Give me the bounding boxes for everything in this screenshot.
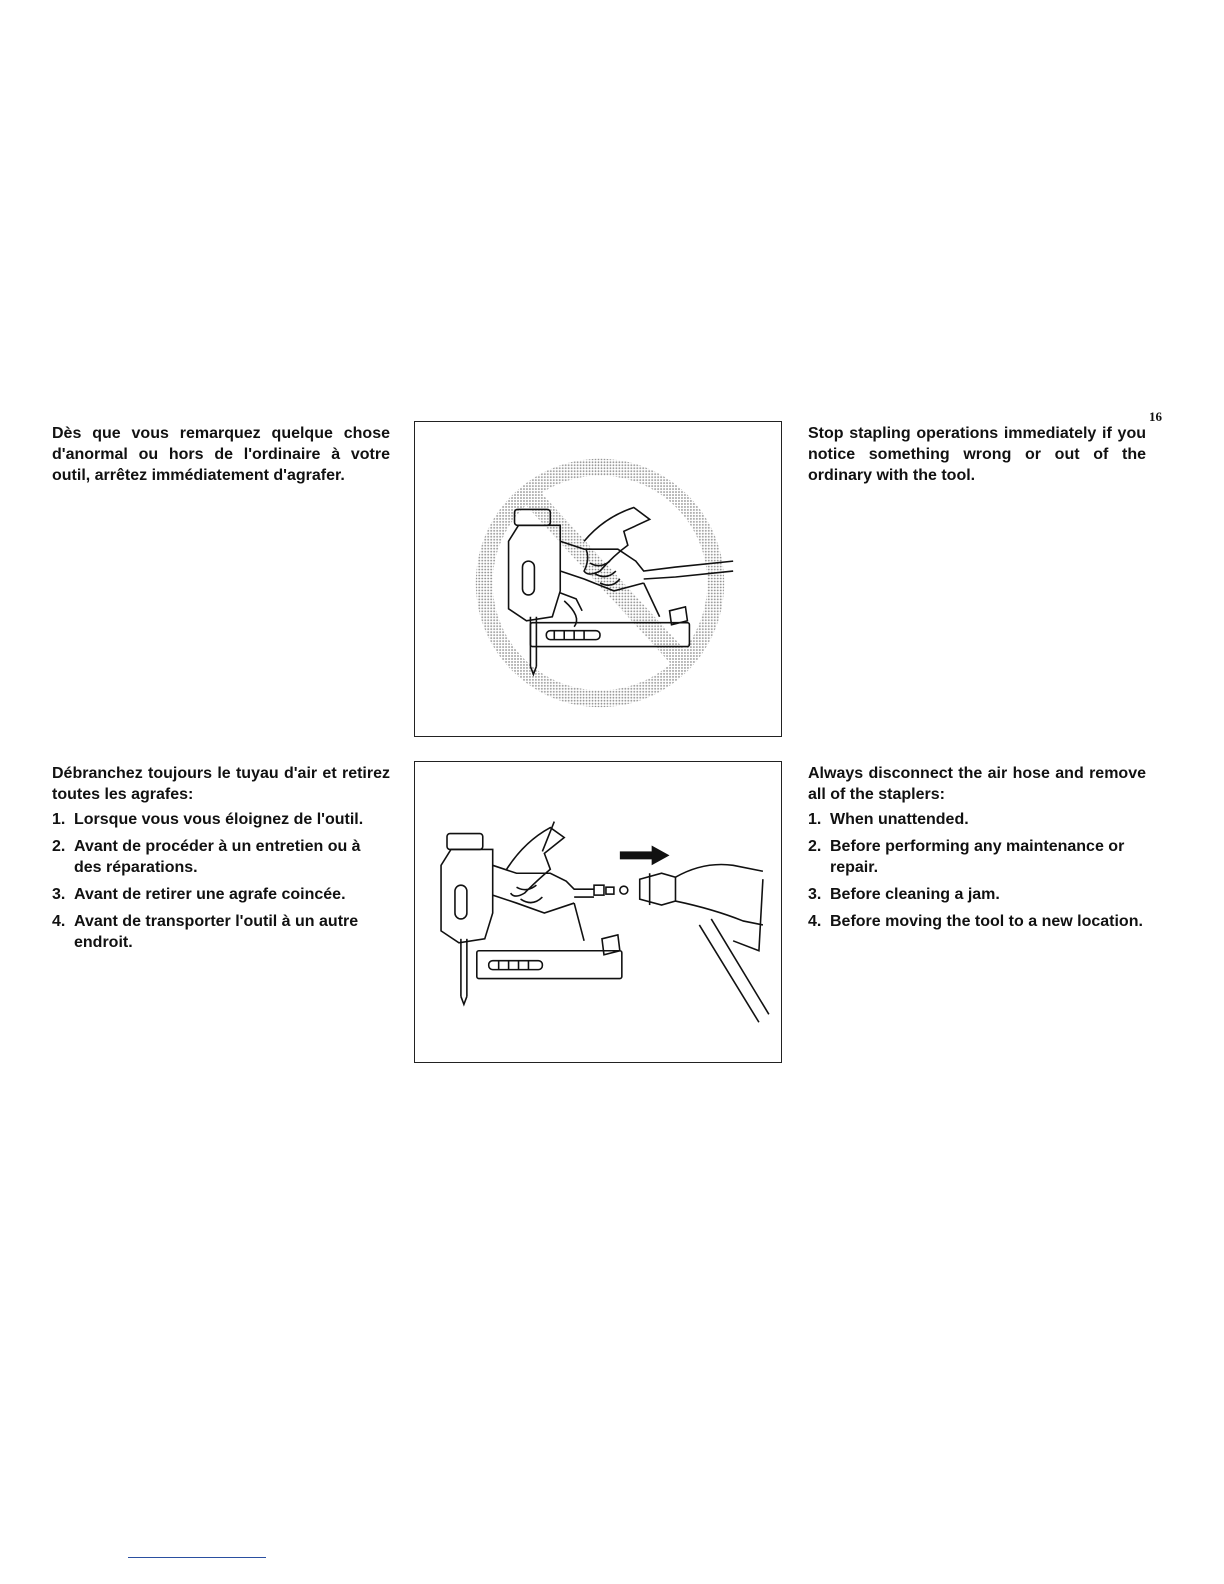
list-item: 4. Before moving the tool to a new location.: [808, 913, 1143, 930]
figure-prohibited-operation: [414, 421, 782, 737]
page-number: 16: [1149, 409, 1162, 424]
english-disconnect-intro: Always disconnect the air hose and remove all of the staplers:: [808, 765, 1146, 803]
list-item: 4. Avant de transporter l'outil à un autre endroit.: [52, 913, 359, 951]
list-item: 3. Before cleaning a jam.: [808, 886, 1000, 903]
list-item: 2. Avant de procéder à un entretien ou à des réparations.: [52, 838, 361, 876]
list-item: 1. Lorsque vous vous éloignez de l'outil.: [52, 811, 364, 828]
french-stop-paragraph: Dès que vous remarquez quelque chose d'anormal ou hors de l'ordinaire à votre outil, arrêtez immédiatement d'agrafer.: [52, 425, 390, 484]
french-disconnect-list: [52, 809, 390, 953]
list-item: 3. Avant de retirer une agrafe coincée.: [52, 886, 346, 903]
footnote-rule: [128, 1557, 266, 1558]
english-warning-stop: [808, 423, 1146, 490]
english-disconnect-list: [808, 809, 1146, 932]
english-stop-paragraph: Stop stapling operations immediately if you notice something wrong or out of the ordinary with the tool.: [808, 425, 1146, 484]
french-disconnect-block: [52, 763, 390, 959]
stapler-drawing: [441, 822, 769, 1023]
french-warning-stop: [52, 423, 390, 490]
list-item: 2. Before performing any maintenance or repair.: [808, 838, 1125, 876]
figure-disconnect-hose: [414, 761, 782, 1063]
french-disconnect-intro: Débranchez toujours le tuyau d'air et retirez toutes les agrafes:: [52, 765, 390, 803]
arrow-right-icon: [620, 845, 670, 865]
english-disconnect-block: [808, 763, 1146, 938]
list-item: 1. When unattended.: [808, 811, 969, 828]
disconnect-hose-illustration: [415, 762, 781, 1062]
prohibited-stapler-illustration: [415, 422, 781, 736]
